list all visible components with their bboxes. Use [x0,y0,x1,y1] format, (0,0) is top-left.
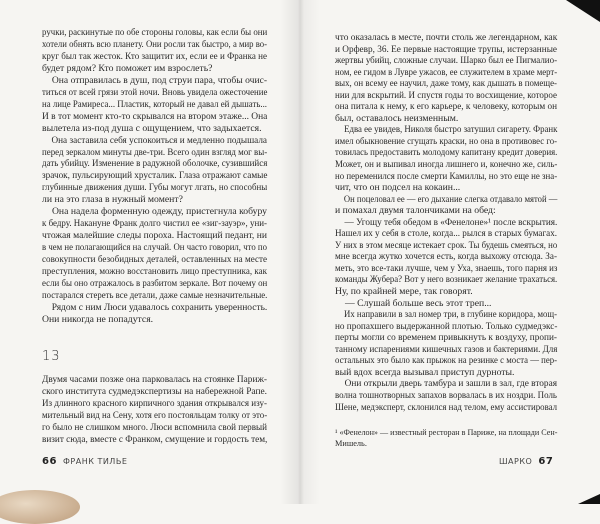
left-page-body [42,27,267,326]
text-line: визит сюда, вместе с Франком, смущение и гордость тем, [42,435,268,445]
running-title: ФРАНК ТИЛЬЕ [63,457,128,466]
text-line: Она отправилась в душ, под струи пара, чтобы очис- [51,74,267,86]
paragraph [335,124,557,193]
text-line: будет рядом? Кто поможет им взрослеть? [42,62,213,74]
text-line: нии для вскрытий. И спустя годы то восхищение, которое [335,89,557,101]
text-line: но пропахшего выдержанной плотью. Только судмедэкс- [335,320,558,332]
text-line: Она надела форменную одежду, пристегнула кобуру [51,206,268,218]
text-line: вых, он всему ее научил, даже тому, как дышать в помеще- [335,78,557,90]
text-line: Шене, медэксперт, склонился над телом, ему ассистировал [335,401,558,413]
text-line: ручки, раскинутые по обе стороны головы, как если бы они [42,27,268,38]
text-line: У них в этом месяце истекает срок. Ты будешь смеяться, но [335,239,558,251]
text-line: перед зеркалом минуты две-три. Всего один взгляд мог вы- [42,146,268,158]
right-page-footer [499,456,553,467]
text-line: танному испарениями кишечных газов и бактериями. Для [335,343,558,355]
paragraph [42,302,267,326]
text-line: жертвы убийц, сложные случаи. Шарко был ее Пигмалио- [335,55,558,67]
text-line: ли на это глаза в нужный момент? [42,194,183,206]
footnote [335,427,557,449]
text-line: ского института судмедэкспертизы на набережной Рапе. [42,387,267,397]
text-line: Двумя часами позже она парковалась на стоянке Париж- [42,375,267,385]
text-line: остальных это было как прыжок на резинке с моста — пер- [335,355,557,367]
text-line: был, оставалось неизменным. [335,112,459,124]
paragraph [335,194,557,217]
paragraph [335,309,557,378]
book-gutter-shadow [280,0,320,504]
text-line: если бы оно отражалось в разбитом зеркале. Вот почему он [42,278,268,290]
text-line: зрачок, пульсирующий хрусталик. Глаза отражают самые [42,170,268,182]
text-line: вый вдох всегда вызывал приступ дурноты. [335,366,515,378]
text-line: постарался стереть все детали, даже самые незначительные. [42,289,268,301]
text-line: Они открыли дверь тамбура и зашли в зал, где вторая [344,378,557,390]
paragraph [42,75,267,135]
text-line: титься от всей грязи этой ночи. Вновь увидела ожесточение [42,86,268,98]
paragraph [42,374,267,446]
text-line: хотели обнять всю планету. Они росли так быстро, а мир во- [42,38,267,50]
text-line: и помахал двумя талончиками на обед: [335,205,496,217]
page-number: 66 [42,456,57,467]
text-line: Из длинного красного кирпичного здания открывался изу- [42,399,267,409]
left-page-footer [42,456,127,467]
text-line: круг был так жесток. Кто защитит их, если ее и Франка не [42,50,267,62]
text-line: Может, он и выпивал иногда лишнего и, конечно же, силь- [335,159,558,171]
paragraph [42,27,267,75]
text-line: на лице Рамиреса... Пластик, который не давал ей дышать... [42,98,267,110]
text-line: Он поцеловал ее — его дыхание слегка отдавало мятой — [343,193,558,205]
paragraph [335,217,557,298]
thumb-image [0,490,80,524]
page-number: 67 [538,456,554,467]
paragraph [335,32,557,124]
text-line: И в тот момент кто-то скрывался на втором этаже... Она [42,110,268,122]
text-line: Их направили в зал номер три, в глубине коридора, мощ- [344,309,557,321]
text-line: преступления, можно восстановить лицо преступника, как [42,266,267,278]
text-line: Едва ее увидев, Николя быстро затушил сигарету. Франк [344,124,558,136]
text-line: Она заставила себя успокоиться и медленно подышала [51,134,268,146]
text-line: дать убийцу. Изменение в радужной оболочке, сузившийся [42,158,268,170]
paragraph [335,427,557,449]
scan-edge-corner [566,0,600,22]
paragraph [335,298,557,310]
chapter-opening-text [42,374,267,446]
paragraph [335,378,557,413]
text-line: Рядом с ним Люси удавалось сохранить уверенность. [51,301,268,313]
text-line: — Угощу тебя обедом в «Фенелоне»¹ после вскрытия. [344,216,558,228]
text-line: в чем не полагающийся на случай. Он часто говорил, что по [42,242,267,254]
text-line: к бедру. Накануне Франк долго чистил ее «зиг-зауэр», уни- [42,218,267,230]
text-line: ¹ «Фенелон» — известный ресторан в Париже, на площади Сен- [335,428,558,437]
text-line: — Слушай больше весь этот треп... [345,297,492,309]
text-line: ном, ее гидом в Лувре ужасов, ее служителем в храме мерт- [335,66,558,78]
text-line: Нашел их у себя в столе, когда... рылся в старых бумагах. [335,228,557,240]
text-line: мительный вид на Сену, хотя его постояльцам толку от это- [42,411,268,421]
text-line: Мишель. [335,439,367,448]
scan-edge-corner [578,494,600,504]
text-line: товилась предоставить молодому капитану кредит доверия. [335,147,558,159]
text-line: имел обыкновение сгущать краски, но она в противовес го- [335,135,557,147]
text-line: и Орфевр, 36. Ее первые настоящие трупы, истерзанные [335,43,557,55]
running-title: ШАРКО [499,457,533,466]
text-line: она питала к нему, к его карьере, к человеку, которым он [335,101,557,113]
text-line: команды Жубера? Вот у него возникает желание трахаться. [335,274,558,286]
text-line: вылетела из-под душа с ощущением, что задыхается. [42,122,262,134]
right-page-body [335,32,557,413]
text-line: Они никогда не попадутся. [42,313,154,325]
text-line: го было не слишком много. Люси вспомнила свой первый [42,423,267,433]
text-line: чит, что он подсел на кокаин... [335,182,461,194]
text-line: Ну, по крайней мере, так говорят. [335,286,473,298]
text-line: меть, это все-таки лучше, чем у Уха, знаешь, того парня из [335,262,558,274]
text-line: но переменился после смерти Камиллы, но это еще не зна- [335,170,558,182]
text-line: что оказалась в месте, почти столь же легендарном, как [335,32,558,43]
text-line: перты могли со временем привыкнуть к воздуху, пропи- [335,332,557,344]
text-line: мне всегда жутко хочется есть, когда выхожу отсюда. За- [335,251,557,263]
paragraph [42,206,267,302]
text-line: совокупности безобидных деталей, оставленных на месте [42,254,267,266]
text-line: чтожая малейшие следы пороха. Настоящий педант, ни [42,230,267,242]
text-line: волна тошнотворных запахов ворвалась в их ноздри. Поль [335,389,557,401]
chapter-number: 13 [42,349,61,364]
text-line: глубинные движения души. Губы могут лгать, но способны [42,182,268,194]
paragraph [42,135,267,207]
